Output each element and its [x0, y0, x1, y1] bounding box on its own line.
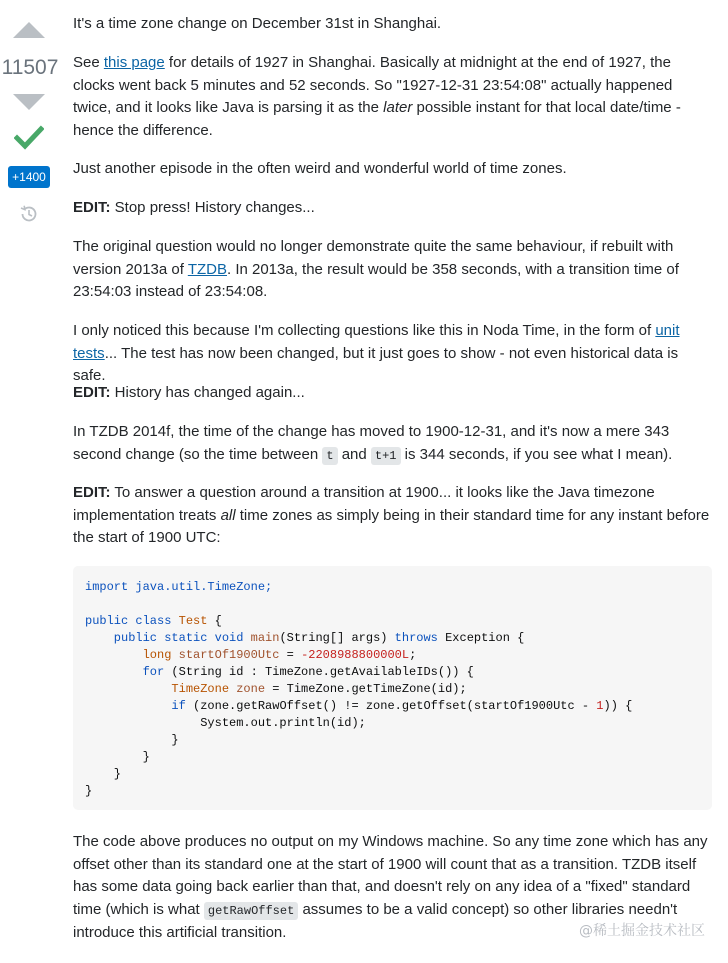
- inline-code: getRawOffset: [204, 902, 298, 920]
- checkmark-icon: [14, 124, 44, 152]
- paragraph: The code above produces no output on my Windows machine. So any time zone which has any offset other than its standard one at the start of 1900 will count that as a transition. TZDB itself has some data going back earlier than that, and doesn't rely on any idea of a "fixed" standard time (which is what getRawOffset assumes to be a valid concept) so other libraries needn't introduce this artificial transition.: [73, 833, 708, 941]
- edit-note: EDIT: Stop press! History changes...: [73, 199, 315, 216]
- paragraph: In TZDB 2014f, the time of the change has moved to 1900-12-31, and it's now a mere 343 second change (so the time between t and t+1 is 344 seconds, if you see what I mean).: [73, 423, 673, 463]
- paragraph: The original question would no longer demonstrate quite the same behaviour, if rebuilt with version 2013a of TZDB. In 2013a, the result would be 358 seconds, with a transition time of 23:54:03 instead of 23:54:08.: [73, 238, 679, 300]
- watermark: @稀土掘金技术社区: [579, 923, 705, 939]
- edit-note: EDIT: History has changed again...: [73, 384, 305, 401]
- paragraph: It's a time zone change on December 31st in Shanghai.: [73, 15, 442, 32]
- history-icon[interactable]: [19, 204, 39, 224]
- upvote-arrow-icon[interactable]: [13, 22, 45, 38]
- paragraph: I only noticed this because I'm collecting questions like this in Noda Time, in the form of unit tests... The test has now been changed, but it just goes to show - not even historical data is safe.: [73, 322, 680, 384]
- edit-note: EDIT: To answer a question around a transition at 1900... it looks like the Java timezone implementation treats all time zones as simply being in their standard time for any instant before the start of 1900 UTC:: [73, 484, 710, 546]
- tzdb-link[interactable]: TZDB: [187, 260, 227, 278]
- this-page-link[interactable]: this page: [103, 54, 165, 71]
- inline-code: t+1: [371, 447, 401, 465]
- bounty-badge[interactable]: +1400: [8, 166, 50, 188]
- unit-tests-link[interactable]: unit tests: [73, 322, 680, 362]
- paragraph: See this page for details of 1927 in Shanghai. Basically at midnight at the end of 1927, the clocks went back 5 minutes and 52 seconds. So "1927-12-31 23:54:08" actually happened twice, and it looks like Java is parsing it as the later possible instant for that local date/time - hence the difference.: [73, 54, 681, 139]
- downvote-arrow-icon[interactable]: [13, 94, 45, 110]
- inline-code: t: [322, 447, 337, 465]
- paragraph: Just another episode in the often weird and wonderful world of time zones.: [73, 160, 567, 177]
- code-block[interactable]: import java.util.TimeZone; public class Test { public static void main(String[] args) throws Exception { long startOf1900Utc = -2208988800000L; for (String id : TimeZone.getAvailableIDs()) { TimeZone zone = TimeZone.getTimeZone(id); if (zone.getRawOffset() != zone.getOffset(startOf1900Utc - 1)) { System.out.println(id); } } } }: [73, 566, 712, 810]
- vote-count: 11507: [1, 56, 59, 79]
